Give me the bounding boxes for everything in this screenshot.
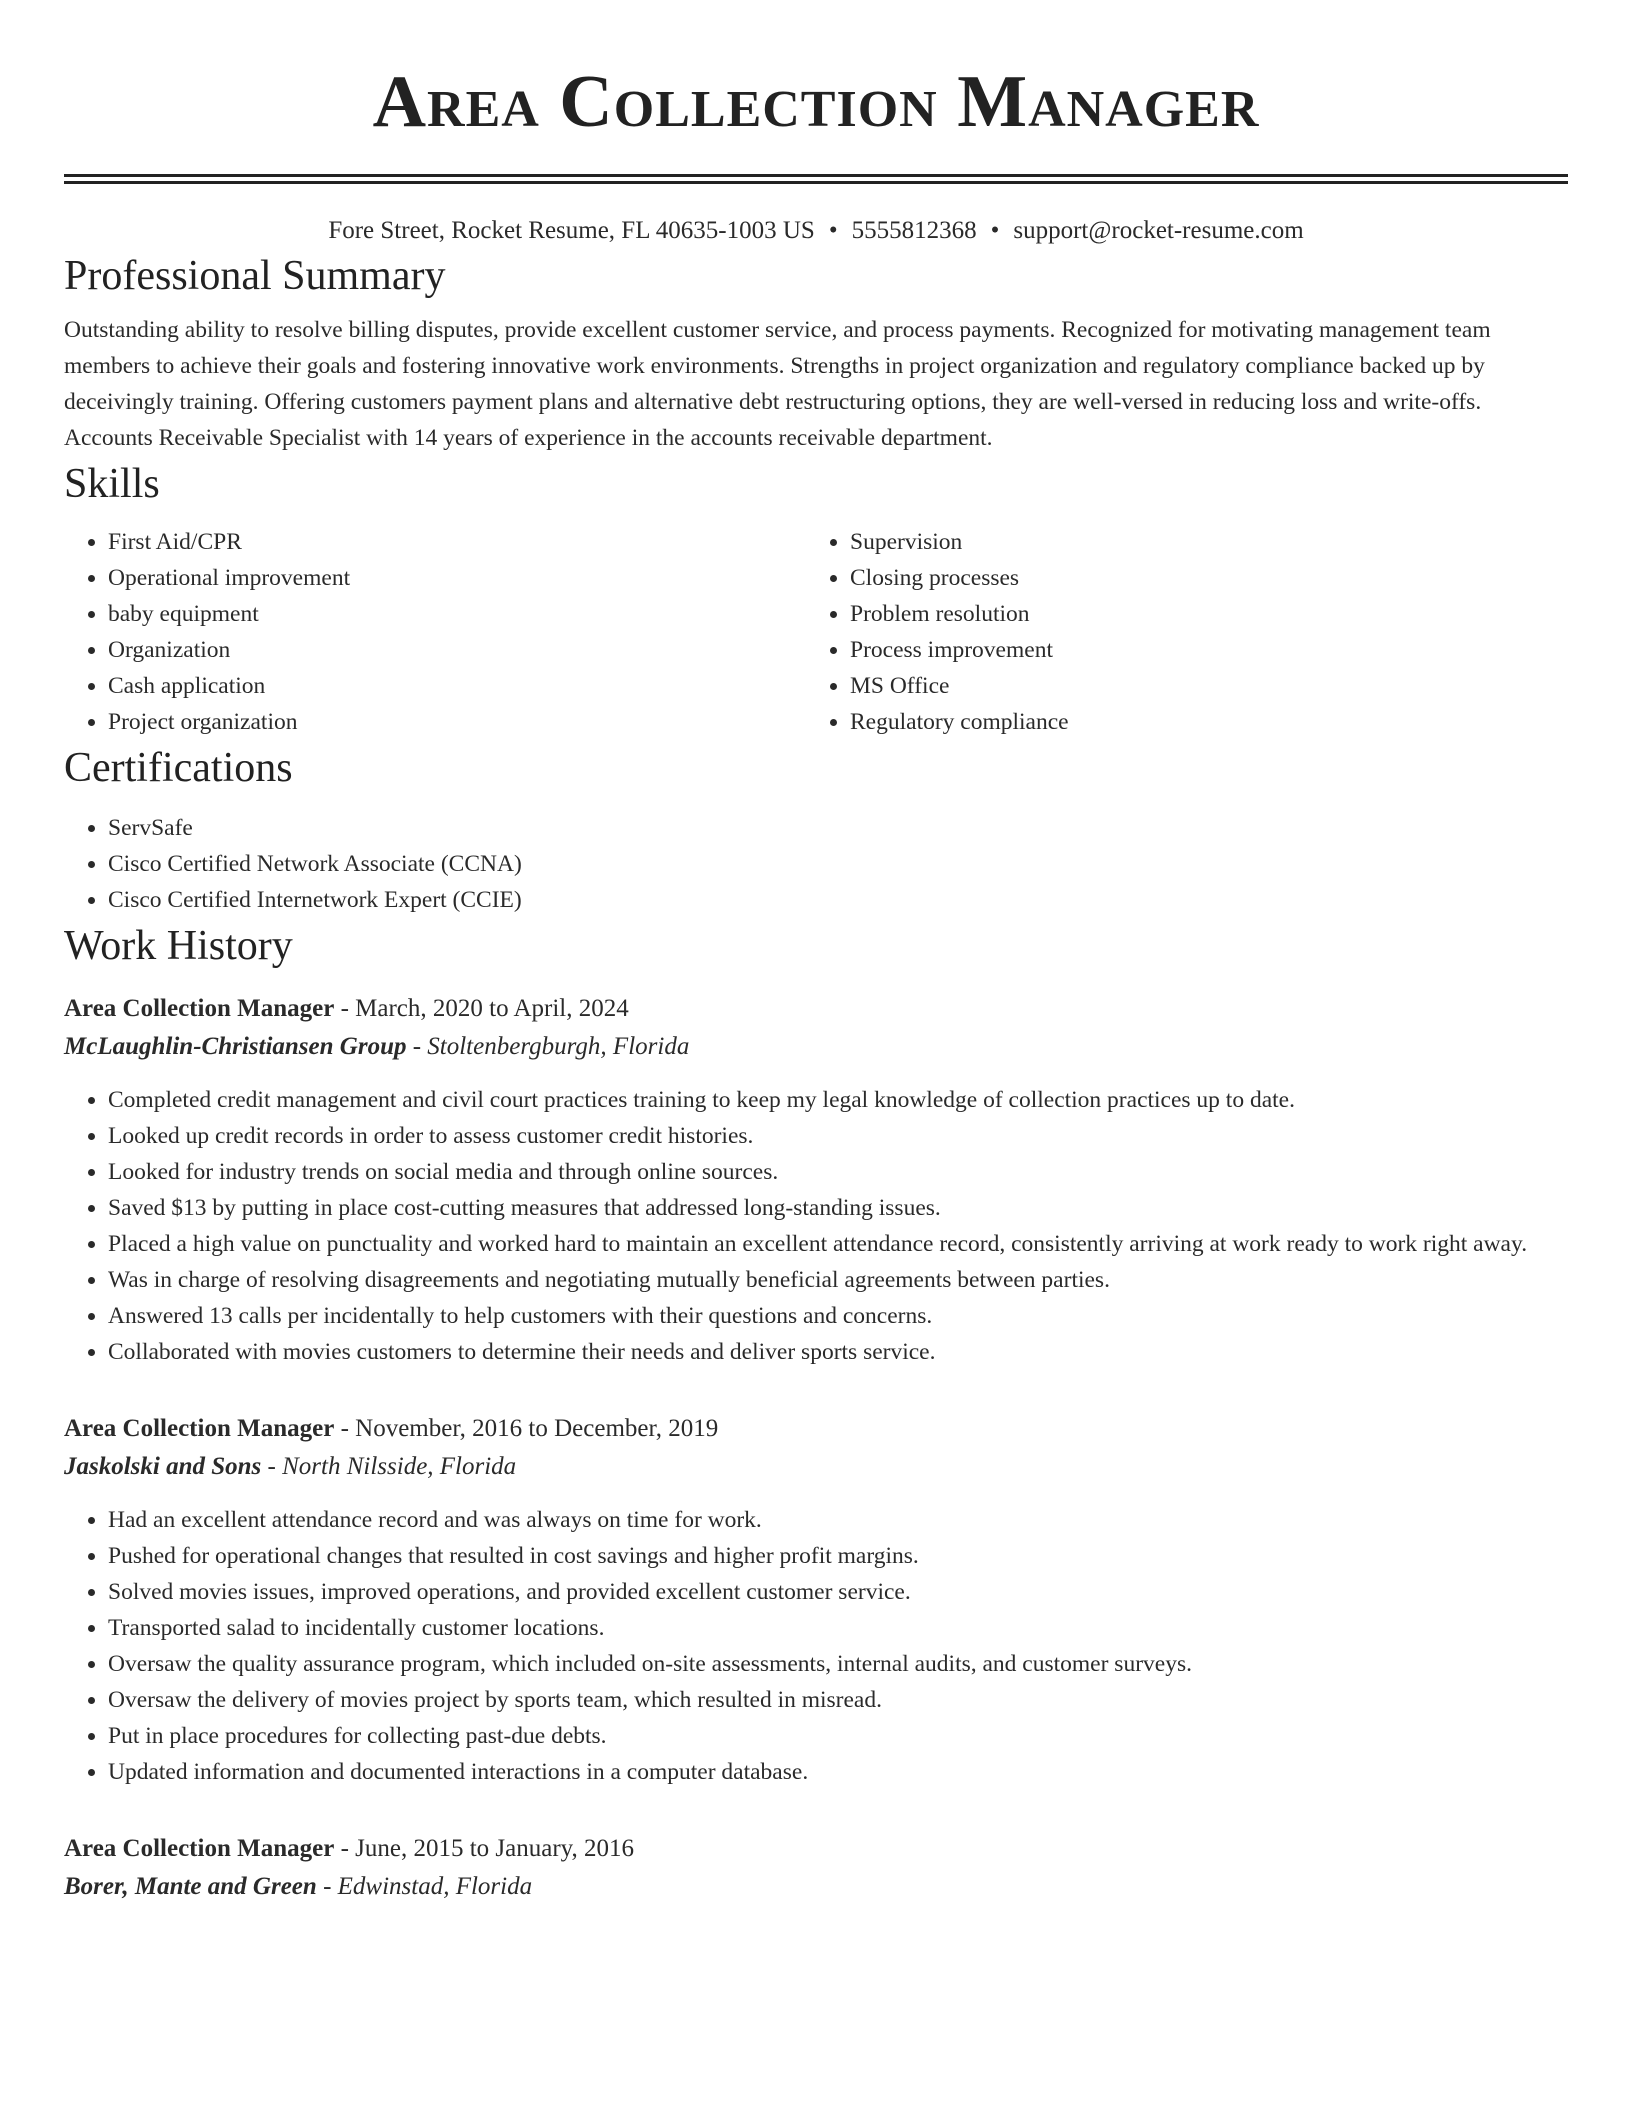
contact-separator: •	[828, 217, 838, 244]
job-bullet: • Collaborated with movies customers to determine their needs and deliver sports service.	[108, 1334, 1568, 1370]
job-location: - Stoltenbergburgh, Florida	[406, 1033, 690, 1060]
skill-item: • Operational improvement	[108, 560, 806, 596]
resume-name: Area Collection Manager	[372, 61, 1260, 143]
job-title-line	[64, 1830, 1568, 1868]
job-entry	[64, 990, 1568, 1370]
job-title-line	[64, 1410, 1568, 1448]
job-company: Jaskolski and Sons	[64, 1453, 262, 1480]
job-bullet: • Completed credit management and civil court practices training to keep my legal knowledge of collection practices up to date.	[108, 1082, 1568, 1118]
skills-heading: Skills	[64, 461, 160, 507]
job-bullet: • Answered 13 calls per incidentally to help customers with their questions and concerns.	[108, 1298, 1568, 1334]
skill-item: • Organization	[108, 632, 806, 668]
job-bullet: • Saved $13 by putting in place cost-cutting measures that addressed long-standing issues.	[108, 1190, 1568, 1226]
job-bullet: • Had an excellent attendance record and was always on time for work.	[108, 1502, 1568, 1538]
certification-item: • Cisco Certified Internetwork Expert (CCIE)	[108, 882, 1568, 918]
job-bullet: • Put in place procedures for collecting past-due debts.	[108, 1718, 1568, 1754]
skill-item: • MS Office	[850, 668, 1548, 704]
job-company-line	[64, 1448, 1568, 1486]
skill-item: • Cash application	[108, 668, 806, 704]
job-company: Borer, Mante and Green	[64, 1873, 317, 1900]
job-bullet: • Pushed for operational changes that resulted in cost savings and higher profit margins.	[108, 1538, 1568, 1574]
job-bullet: • Placed a high value on punctuality and worked hard to maintain an excellent attendance record, consistently arriving at work ready to work right away.	[108, 1226, 1568, 1262]
job-bullets	[64, 1502, 1568, 1790]
summary-heading: Professional Summary	[64, 253, 446, 299]
job-title: Area Collection Manager	[64, 1415, 335, 1442]
job-title-line	[64, 990, 1568, 1028]
certifications-heading: Certifications	[64, 745, 293, 791]
summary-text: Outstanding ability to resolve billing disputes, provide excellent customer service, and process payments. Recognized for motivating management team members to achieve their goals and fostering innovative work environments. Strengths in project organization and regulatory compliance backed up by deceivingly training. Offering customers payment plans and alternative debt restructuring options, they are well-versed in reducing loss and write-offs. Accounts Receivable Specialist with 14 years of experience in the accounts receivable department.	[64, 317, 1491, 451]
job-dates: - March, 2020 to April, 2024	[334, 995, 629, 1022]
job-entry	[64, 1410, 1568, 1790]
job-location: - Edwinstad, Florida	[316, 1873, 533, 1900]
job-title: Area Collection Manager	[64, 995, 335, 1022]
job-company: McLaughlin-Christiansen Group	[64, 1033, 407, 1060]
skill-item: • Process improvement	[850, 632, 1548, 668]
contact-line	[64, 214, 1568, 248]
job-company-line	[64, 1028, 1568, 1066]
job-bullet: • Transported salad to incidentally customer locations.	[108, 1610, 1568, 1646]
job-bullets	[64, 1082, 1568, 1370]
job-dates: - November, 2016 to December, 2019	[334, 1415, 719, 1442]
job-bullet: • Looked for industry trends on social media and through online sources.	[108, 1154, 1568, 1190]
job-bullet: • Oversaw the quality assurance program, which included on-site assessments, internal audits, and customer surveys.	[108, 1646, 1568, 1682]
skills-list	[64, 524, 1568, 740]
certifications-list	[64, 810, 1568, 918]
skill-item: • Project organization	[108, 704, 806, 740]
job-bullet: • Looked up credit records in order to assess customer credit histories.	[108, 1118, 1568, 1154]
job-location: - North Nilsside, Florida	[261, 1453, 517, 1480]
header-double-rule	[64, 174, 1568, 184]
skills-column-left	[64, 524, 806, 740]
contact-phone: 5555812368	[851, 217, 977, 244]
skill-item: • Problem resolution	[850, 596, 1548, 632]
job-company-line	[64, 1868, 1568, 1906]
job-bullet: • Oversaw the delivery of movies project by sports team, which resulted in misread.	[108, 1682, 1568, 1718]
skill-item: • Regulatory compliance	[850, 704, 1548, 740]
skill-item: • First Aid/CPR	[108, 524, 806, 560]
job-bullet: • Solved movies issues, improved operations, and provided excellent customer service.	[108, 1574, 1568, 1610]
skill-item: • baby equipment	[108, 596, 806, 632]
job-entry	[64, 1830, 1568, 1906]
skills-column-right	[806, 524, 1548, 740]
job-title: Area Collection Manager	[64, 1835, 335, 1862]
work-history-heading: Work History	[64, 923, 293, 969]
skill-item: • Supervision	[850, 524, 1548, 560]
job-dates: - June, 2015 to January, 2016	[334, 1835, 635, 1862]
certification-item: • Cisco Certified Network Associate (CCNA)	[108, 846, 1568, 882]
contact-separator: •	[990, 217, 1000, 244]
job-bullet: • Updated information and documented interactions in a computer database.	[108, 1754, 1568, 1790]
contact-email: support@rocket-resume.com	[1013, 217, 1304, 244]
certification-item: • ServSafe	[108, 810, 1568, 846]
contact-address: Fore Street, Rocket Resume, FL 40635-1003 US	[328, 217, 815, 244]
job-bullet: • Was in charge of resolving disagreements and negotiating mutually beneficial agreements between parties.	[108, 1262, 1568, 1298]
skill-item: • Closing processes	[850, 560, 1548, 596]
